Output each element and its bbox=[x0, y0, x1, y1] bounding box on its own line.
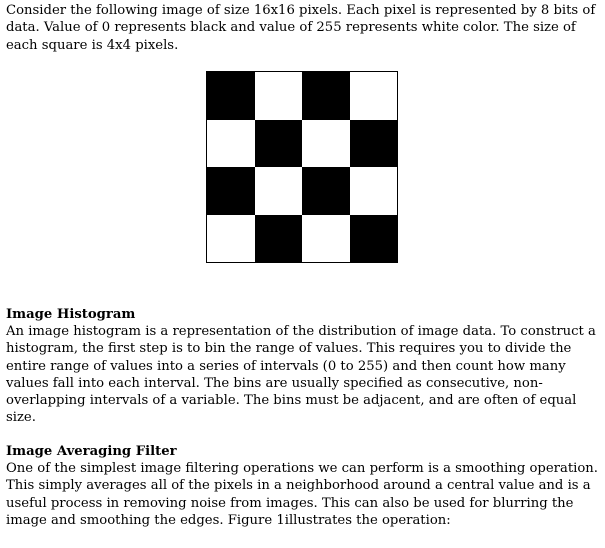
histogram-paragraph: An image histogram is a representation of the distribution of image data. To construct a histogram, the first step is to bin the range of values. This requires you to divide the entire range of values into a series of intervals (0 to 255) and then count how many values fall into each interval. The bins are usually specified as consecutive, non-overlapping intervals of a variable. The bins must be adjacent, and are often of equal size. bbox=[6, 324, 596, 426]
checker-square bbox=[255, 215, 303, 263]
checker-square bbox=[350, 120, 398, 168]
averaging-heading: Image Averaging Filter bbox=[6, 444, 177, 459]
intro-paragraph: Consider the following image of size 16x16 pixels. Each pixel is represented by 8 bits of data. Value of 0 represents black and value of 255 represents white color. The size of each square is 4x4 pixels. bbox=[6, 3, 596, 53]
checkerboard-image bbox=[206, 71, 398, 263]
checker-square bbox=[207, 167, 255, 215]
checker-square bbox=[255, 120, 303, 168]
histogram-heading: Image Histogram bbox=[6, 307, 136, 322]
averaging-paragraph: One of the simplest image filtering operations we can perform is a smoothing operation. This simply averages all of the pixels in a neighborhood around a central value and is a useful process in removing noise from images. This can also be used for blurring the image and smoothing the edges. Figure 1illustrates the operation: bbox=[6, 461, 598, 528]
checker-square bbox=[302, 120, 350, 168]
checker-square bbox=[302, 167, 350, 215]
checker-square bbox=[302, 72, 350, 120]
checker-square bbox=[350, 72, 398, 120]
checker-square bbox=[207, 215, 255, 263]
checker-square bbox=[255, 72, 303, 120]
checker-square bbox=[350, 215, 398, 263]
checker-square bbox=[302, 215, 350, 263]
checker-square bbox=[207, 72, 255, 120]
checker-square bbox=[255, 167, 303, 215]
checker-square bbox=[207, 120, 255, 168]
checker-square bbox=[350, 167, 398, 215]
